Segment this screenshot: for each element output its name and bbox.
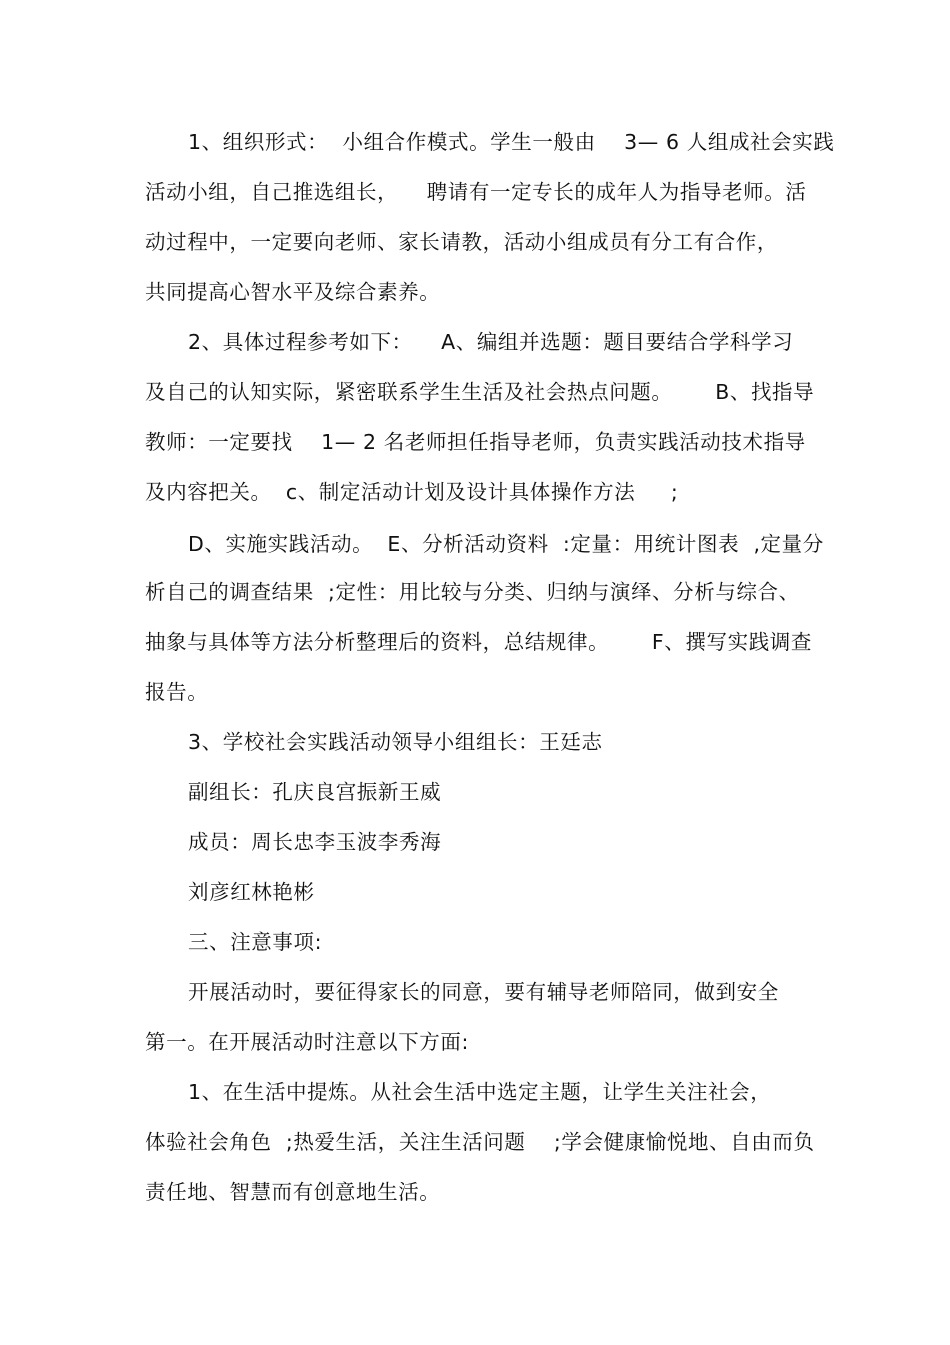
text-line: 动过程中，一定要向老师、家长请教，活动小组成员有分工有合作， bbox=[145, 230, 778, 254]
text-line: 副组长：孔庆良宫振新王威 bbox=[188, 780, 442, 804]
text-line: 1、组织形式： 小组合作模式。学生一般由 3— 6 人组成社会实践 bbox=[188, 130, 835, 154]
text-line: 刘彦红林艳彬 bbox=[188, 880, 315, 904]
section-heading: 三、注意事项: bbox=[188, 930, 323, 954]
text-line: 抽象与具体等方法分析整理后的资料，总结规律。 F、撰写实践调查 bbox=[145, 630, 812, 654]
text-line: 教师：一定要找 1— 2 名老师担任指导老师，负责实践活动技术指导 bbox=[145, 430, 806, 454]
text-line: 3、学校社会实践活动领导小组组长：王廷志 bbox=[188, 730, 603, 754]
text-line: 开展活动时，要征得家长的同意，要有辅导老师陪同，做到安全 bbox=[188, 980, 779, 1004]
text-line: 共同提高心智水平及综合素养。 bbox=[145, 280, 441, 304]
text-line: 及内容把关。 c、制定活动计划及设计具体操作方法 ; bbox=[145, 480, 679, 504]
text-line: 1、在生活中提炼。从社会生活中选定主题，让学生关注社会， bbox=[188, 1080, 772, 1104]
text-line: 体验社会角色 ;热爱生活，关注生活问题 ;学会健康愉悦地、自由而负 bbox=[145, 1130, 815, 1154]
text-line: 第一。在开展活动时注意以下方面: bbox=[145, 1030, 470, 1054]
text-line: 析自己的调查结果 ;定性：用比较与分类、归纳与演绎、分析与综合、 bbox=[145, 580, 800, 604]
text-line: 2、具体过程参考如下： A、编组并选题：题目要结合学科学习 bbox=[188, 330, 794, 354]
text-line: 责任地、智慧而有创意地生活。 bbox=[145, 1180, 441, 1204]
text-line: 活动小组，自己推选组长， 聘请有一定专长的成年人为指导老师。活 bbox=[145, 180, 807, 204]
text-line: 成员：周长忠李玉波李秀海 bbox=[188, 830, 442, 854]
text-line: 报告。 bbox=[145, 680, 209, 704]
text-line: D、实施实践活动。 E、分析活动资料 :定量：用统计图表 ,定量分 bbox=[188, 532, 824, 556]
text-line: 及自己的认知实际，紧密联系学生生活及社会热点问题。 B、找指导 bbox=[145, 380, 815, 404]
